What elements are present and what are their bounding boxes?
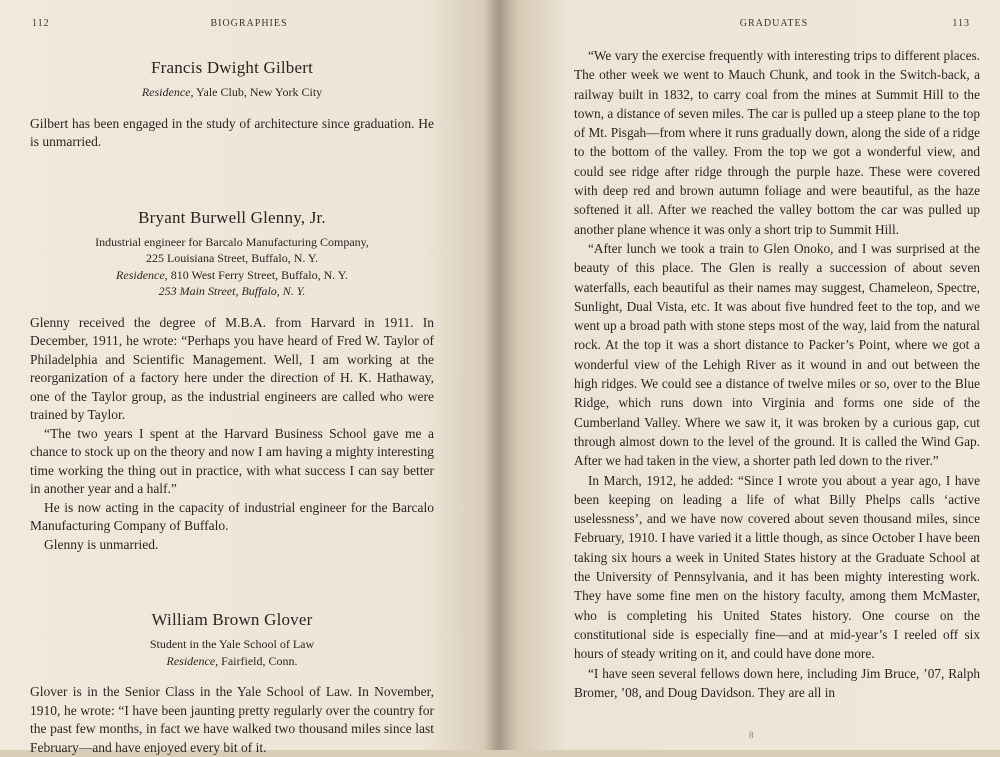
biography-entry-glenny (30, 208, 434, 555)
left-page (0, 0, 498, 755)
entry-meta-line (30, 283, 434, 300)
bottom-mark: 8 (749, 730, 754, 740)
meta-text: 225 Louisiana Street, Buffalo, N. Y. (145, 251, 319, 265)
left-page-content (30, 58, 434, 757)
entry-paragraph: Gilbert has been engaged in the study of architecture since graduation. He is unmarried. (30, 115, 434, 149)
entry-meta-line (30, 636, 434, 653)
right-page (498, 0, 1000, 750)
body-paragraph: “We vary the exercise frequently with interesting trips to different places. The other week we went to Mauch Chunk, and took in the Switch-back, a railway built in 1832, to carry coal from the mines at Summit Hill to the town, a distance of seven miles. The car is pulled up a steep plane to the top of Mt. Pisgah—from where it runs gradually down, along the side of a ridge to the bottom of the valley. From the top we got a wonderful view, and could see ridge after ridge through the purple haze. These were covered with deep red and brown autumn foliage and were beautiful, as the haze softened it all. After we reached the valley bottom the car was pulled up another plane whence it was only a short trip to Summit Hill. (574, 48, 980, 237)
biography-entry-gilbert (30, 58, 434, 152)
meta-label: Residence, (166, 653, 219, 668)
meta-text: Yale Club, New York City (193, 85, 323, 99)
meta-text: 810 West Ferry Street, Buffalo, N. Y. (167, 267, 348, 282)
entry-paragraph: He is now acting in the capacity of industrial engineer for the Barcalo Manufacturing Company of Buffalo. (30, 499, 434, 533)
body-paragraph: In March, 1912, he added: “Since I wrote you about a year ago, I have been keeping on leading a life of what Billy Phelps calls ‘active uselessness’, and we have now covered about seven thousand miles, since February, 1910. I have varied it a little though, as since October I have been taking six hours a week in United States history at the Graduate School at the University of Pennsylvania, and it has been mighty interesting work. They have some fine men on the history faculty, among them McMaster, who is completing his United States history. One course on the constitutional side is especially fine—and at mid-year’s I reeled off six hours of steady writing on it, and could have done more. (574, 472, 980, 662)
entry-paragraph: Glenny is unmarried. (44, 536, 159, 552)
entry-name: Bryant Burwell Glenny, Jr. (138, 207, 326, 227)
entry-paragraph: “The two years I spent at the Harvard Business School gave me a chance to stock up on the theory and now I am having a mighty interesting time working the thing out in practice, with what success I can say better in another year and a half.” (30, 425, 434, 496)
entry-meta-line (30, 84, 434, 101)
entry-meta-line (30, 250, 434, 267)
right-page-number: 113 (952, 18, 970, 29)
entry-paragraph: Glenny received the degree of M.B.A. from Harvard in 1911. In December, 1911, he wrote: “Perhaps you have heard of Fred W. Taylor of Philadelphia and Scientific Management. Well, I am working at the reorganization of a factory here under the direction of H. K. Hathaway, one of the Taylor group, as the industrial engineers are called who were trained by Taylor. (30, 314, 434, 422)
meta-text: Industrial engineer for Barcalo Manufacturing Company, (95, 234, 369, 249)
right-running-head: GRADUATES (739, 18, 809, 29)
meta-text: Student in the Yale School of Law (149, 637, 315, 651)
meta-text: Fairfield, Conn. (218, 653, 298, 668)
entry-meta-line (30, 234, 434, 251)
left-page-number: 112 (32, 18, 50, 29)
right-page-content (574, 46, 980, 702)
entry-meta-line (30, 267, 434, 284)
entry-name: William Brown Glover (151, 610, 313, 629)
meta-label: Residence, (116, 267, 168, 282)
entry-name: Francis Dwight Gilbert (150, 58, 314, 77)
biography-entry-glover (30, 610, 434, 757)
entry-paragraph: Glover is in the Senior Class in the Yale School of Law. In November, 1910, he wrote: “I have been jaunting pretty regularly over the country for the past few months, in fact we have walked two thousand miles since last February—and have enjoyed every bit of it. (30, 684, 434, 755)
entry-meta-line (30, 653, 434, 670)
meta-label: Residence, (141, 85, 194, 99)
body-paragraph: “I have seen several fellows down here, including Jim Bruce, ’07, Ralph Bromer, ’08, and Doug Davidson. They are all in (574, 665, 980, 700)
meta-label: 253 Main Street, Buffalo, N. Y. (158, 284, 306, 298)
body-paragraph: “After lunch we took a train to Glen Onoko, and I was surprised at the beauty of this place. The Glen is really a succession of about seven waterfalls, each beautiful as their names may suggest, Chameleon, Spectre, Sunlight, Dual Vista, etc. It was about five hundred feet to the top, and we went up a broad path with stone steps most of the way, laid from the natural rock. At the top it was a short distance to Packer’s Point, where we got a wonderful view of the Lehigh River as it wound in and out between the high ridges. We could see a distance of twelve miles or so, over to the Blue Ridge, which runs down into Virginia and forms one side of the Cumberland Valley. Where we saw it, it was broken by a curious gap, cut through almost down to the level of the ground. It is called the Wind Gap. After we had taken in the view, a shorter path led down to the river.” (574, 240, 980, 469)
left-running-head: BIOGRAPHIES (210, 18, 288, 29)
